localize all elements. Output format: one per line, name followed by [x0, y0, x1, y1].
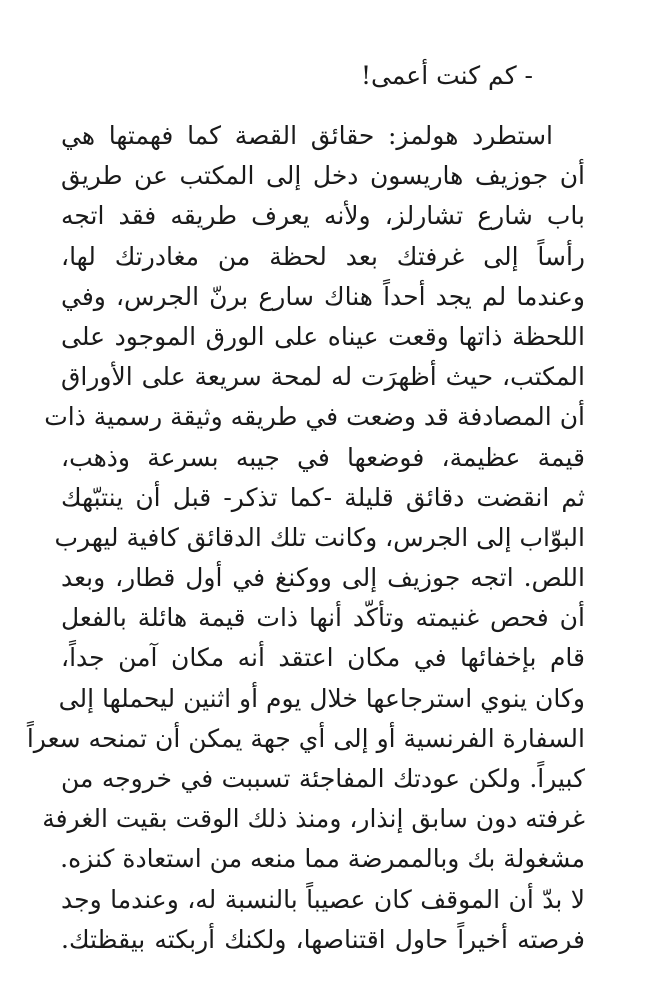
text-line: اللص. اتجه جوزيف إلى ووكنغ في أول قطار، وبعد: [61, 563, 585, 593]
text-line: أن فحص غنيمته وتأكّد أنها ذات قيمة هائلة بالفعل: [61, 603, 585, 633]
text-line: البوّاب إلى الجرس، وكانت تلك الدقائق كافية ليهرب: [54, 522, 585, 552]
text-line: وكان ينوي استرجاعها خلال يوم أو اثنين ليحملها إلى: [58, 683, 585, 713]
text-line: المكتب، حيث أظهرَت له لمحة سريعة على الأوراق: [61, 362, 585, 392]
text-line: غرفته دون سابق إنذار، ومنذ ذلك الوقت بقيت الغرفة: [42, 804, 585, 834]
text-line: مشغولة بك وبالممرضة مما منعه من استعادة كنزه.: [60, 844, 585, 874]
text-line: فرصته أخيراً حاول اقتناصها، ولكنك أربكته بيقظتك.: [61, 924, 585, 954]
text-line: لا بدّ أن الموقف كان عصيباً بالنسبة له، وعندما وجد: [61, 884, 585, 914]
text-line: باب شارع تشارلز، ولأنه يعرف طريقه فقد اتجه: [61, 201, 585, 231]
paragraph: [26, 116, 585, 960]
dialogue-line: - كم كنت أعمى!: [360, 61, 533, 90]
text-line: أن المصادفة قد وضعت في طريقه وثيقة رسمية ذات: [44, 402, 585, 432]
text-line: استطرد هولمز: حقائق القصة كما فهمتها هي: [61, 121, 553, 150]
text-line: أن جوزيف هاريسون دخل إلى المكتب عن طريق: [61, 161, 585, 191]
text-line: قام بإخفائها في مكان اعتقد أنه مكان آمن جداً،: [61, 643, 585, 673]
text-line: اللحظة ذاتها وقعت عيناه على الورق الموجود على: [61, 321, 585, 351]
text-line: السفارة الفرنسية أو إلى أي جهة يمكن أن تمنحه سعراً: [26, 723, 585, 753]
text-line: ثم انقضت دقائق قليلة -كما تذكر- قبل أن ينتبّهك: [61, 482, 585, 512]
text-line: رأساً إلى غرفتك بعد لحظة من مغادرتك لها،: [61, 241, 585, 271]
text-line: وعندما لم يجد أحداً هناك سارع برنّ الجرس، وفي: [61, 281, 585, 311]
text-line: كبيراً. ولكن عودتك المفاجئة تسببت في خروجه من: [61, 764, 585, 793]
text-line: قيمة عظيمة، فوضعها في جيبه بسرعة وذهب،: [61, 442, 585, 472]
